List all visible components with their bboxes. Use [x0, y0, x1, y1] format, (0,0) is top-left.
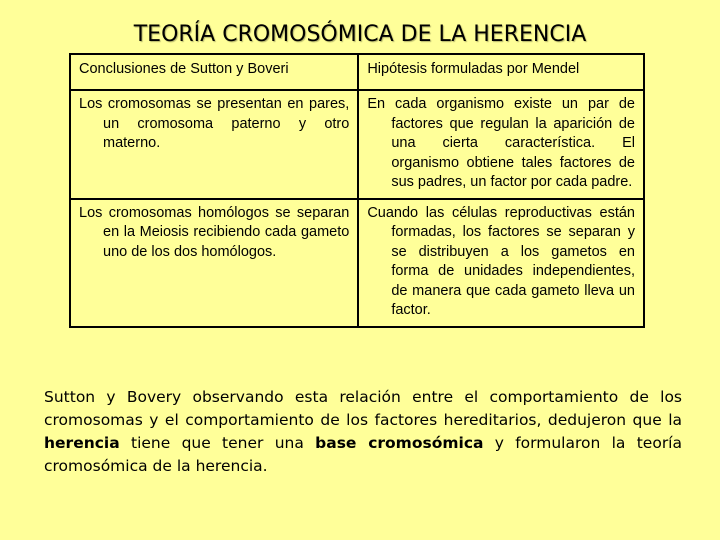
table-cell: [358, 90, 644, 199]
table-header-row: [70, 54, 644, 90]
paragraph-emphasis-base-cromosomica: base cromosómica: [315, 434, 484, 452]
paragraph-text: Sutton y Bovery observando esta relación entre el comportamiento de los cromosomas y el comportamiento de los factores hereditarios, dedujeron que la: [44, 388, 682, 429]
conclusion-paragraph: [44, 386, 682, 478]
cell-text: Los cromosomas homólogos se separan en la Meiosis recibiendo cada gameto uno de los dos homólogos.: [79, 204, 350, 260]
cell-text: Los cromosomas se presentan en pares, un cromosoma paterno y otro materno.: [79, 96, 350, 151]
cell-text: Cuando las células reproductivas están formadas, los factores se separan y se distribuyen a los gametos en forma de unidades independientes, de manera que cada gameto lleva un factor.: [367, 204, 635, 318]
header-sutton-boveri: [70, 54, 358, 90]
header-mendel-label: Hipótesis formuladas por Mendel: [367, 61, 580, 77]
comparison-table: [69, 53, 645, 328]
table-cell: [70, 90, 358, 199]
table-row: [70, 199, 644, 327]
table-row: [70, 90, 644, 199]
paragraph-text: tiene que tener una: [119, 434, 316, 452]
table-cell: [70, 199, 358, 327]
paragraph-text: y formularon la teoría cromosómica de la herencia.: [44, 434, 682, 475]
table-cell: [358, 199, 644, 327]
header-mendel: [358, 54, 644, 90]
header-sutton-boveri-label: Conclusiones de Sutton y Boveri: [79, 61, 289, 77]
paragraph-emphasis-herencia: herencia: [44, 434, 120, 452]
page-title: TEORÍA CROMOSÓMICA DE LA HERENCIA: [133, 22, 587, 47]
cell-text: En cada organismo existe un par de factores que regulan la aparición de una cierta característica. El organismo obtiene tales factores de sus padres, un factor por cada padre.: [367, 96, 635, 190]
